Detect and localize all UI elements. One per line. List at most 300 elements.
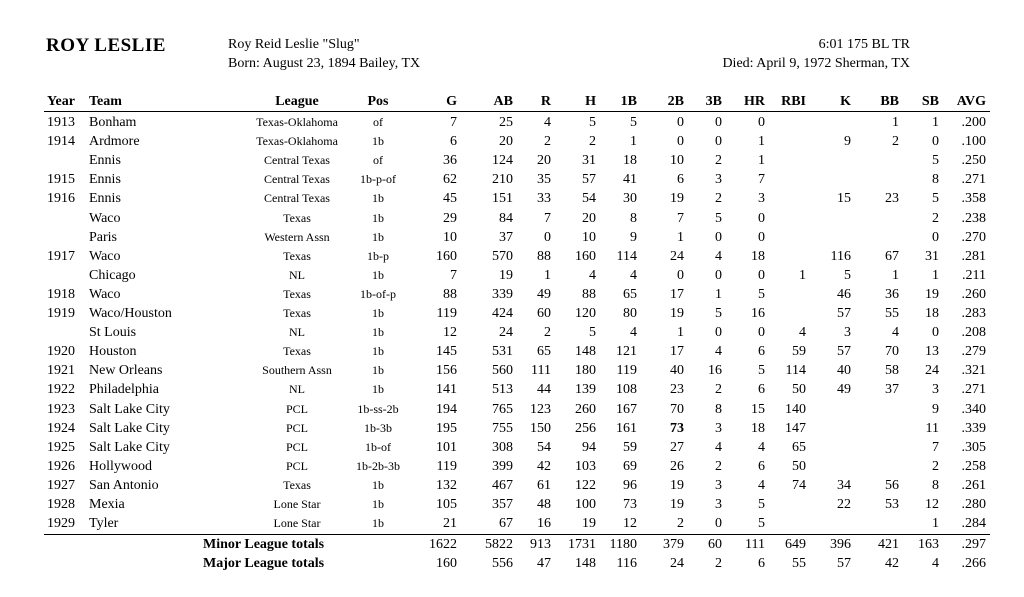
cell-bb: 55 [885, 306, 899, 321]
cell-k: 5 [844, 268, 851, 283]
cell-1b: 4 [630, 325, 637, 340]
player-name: ROY LESLIE [46, 35, 166, 56]
cell-ab: 424 [492, 306, 513, 321]
cell-2b: 0 [677, 134, 684, 149]
cell-year: 1926 [47, 459, 75, 474]
cell-1b: 167 [616, 402, 637, 417]
column-header-pos: Pos [367, 94, 389, 109]
cell-league: Lone Star [273, 497, 321, 511]
cell-3b: 0 [715, 325, 722, 340]
cell-h: 4 [589, 268, 596, 283]
cell-h: 256 [575, 421, 596, 436]
total-avg: .266 [961, 556, 986, 571]
cell-league: Texas [283, 344, 311, 358]
cell-3b: 2 [715, 382, 722, 397]
cell-pos: 1b [372, 344, 384, 358]
cell-ab: 570 [492, 249, 513, 264]
cell-hr: 6 [758, 459, 765, 474]
cell-avg: .261 [961, 478, 986, 493]
cell-sb: 7 [932, 440, 939, 455]
cell-2b: 24 [670, 249, 684, 264]
cell-k: 116 [830, 249, 851, 264]
cell-r: 60 [537, 306, 551, 321]
cell-sb: 3 [932, 382, 939, 397]
column-header-sb: SB [921, 94, 939, 109]
cell-g: 119 [436, 306, 457, 321]
total-rbi: 55 [792, 556, 806, 571]
total-hr: 111 [745, 537, 765, 552]
cell-avg: .321 [961, 363, 986, 378]
cell-pos: 1b [372, 363, 384, 377]
total-k: 396 [830, 537, 851, 552]
cell-avg: .200 [961, 115, 986, 130]
cell-pos: 1b-ss-2b [357, 402, 399, 416]
cell-rbi: 140 [785, 402, 806, 417]
cell-team: Bonham [89, 115, 137, 130]
cell-hr: 0 [758, 268, 765, 283]
cell-avg: .260 [961, 287, 986, 302]
cell-bb: 37 [885, 382, 899, 397]
cell-1b: 108 [616, 382, 637, 397]
total-sb: 163 [918, 537, 939, 552]
cell-sb: 18 [925, 306, 939, 321]
cell-league: PCL [285, 440, 308, 454]
cell-year: 1919 [47, 306, 75, 321]
cell-h: 100 [575, 497, 596, 512]
cell-pos: 1b [372, 306, 384, 320]
cell-3b: 0 [715, 268, 722, 283]
cell-3b: 0 [715, 134, 722, 149]
cell-ab: 210 [492, 172, 513, 187]
cell-3b: 2 [715, 459, 722, 474]
cell-1b: 69 [623, 459, 637, 474]
cell-team: Ennis [89, 172, 121, 187]
cell-g: 101 [436, 440, 457, 455]
cell-sb: 13 [925, 344, 939, 359]
cell-2b: 0 [677, 115, 684, 130]
cell-1b: 30 [623, 191, 637, 206]
cell-year: 1922 [47, 382, 75, 397]
cell-hr: 4 [758, 440, 765, 455]
cell-bb: 4 [892, 325, 899, 340]
cell-h: 103 [575, 459, 596, 474]
cell-league: Texas-Oklahoma [256, 115, 338, 129]
cell-pos: 1b-2b-3b [356, 459, 400, 473]
cell-year: 1918 [47, 287, 75, 302]
cell-hr: 7 [758, 172, 765, 187]
cell-3b: 0 [715, 230, 722, 245]
cell-team: Ennis [89, 191, 121, 206]
cell-ab: 399 [492, 459, 513, 474]
cell-sb: 8 [932, 172, 939, 187]
cell-1b: 9 [630, 230, 637, 245]
cell-hr: 5 [758, 363, 765, 378]
cell-r: 61 [537, 478, 551, 493]
cell-avg: .284 [961, 516, 986, 531]
cell-ab: 467 [492, 478, 513, 493]
cell-g: 156 [436, 363, 457, 378]
cell-1b: 119 [616, 363, 637, 378]
cell-2b: 19 [670, 191, 684, 206]
cell-rbi: 74 [792, 478, 806, 493]
cell-g: 7 [450, 268, 457, 283]
cell-3b: 4 [715, 344, 722, 359]
cell-bb: 1 [892, 268, 899, 283]
cell-year: 1923 [47, 402, 75, 417]
table-rule [44, 111, 990, 112]
total-3b: 60 [708, 537, 722, 552]
cell-1b: 5 [630, 115, 637, 130]
cell-hr: 0 [758, 211, 765, 226]
cell-pos: 1b-p-of [360, 172, 396, 186]
cell-sb: 0 [932, 325, 939, 340]
cell-k: 3 [844, 325, 851, 340]
cell-pos: 1b-of [365, 440, 391, 454]
cell-team: Philadelphia [89, 382, 159, 397]
cell-3b: 5 [715, 211, 722, 226]
player-died: Died: April 9, 1972 Sherman, TX [722, 56, 910, 71]
cell-rbi: 59 [792, 344, 806, 359]
total-g: 1622 [429, 537, 457, 552]
cell-team: Tyler [89, 516, 119, 531]
cell-h: 54 [582, 191, 596, 206]
cell-2b: 6 [677, 172, 684, 187]
cell-h: 5 [589, 115, 596, 130]
total-r: 913 [530, 537, 551, 552]
cell-ab: 25 [499, 115, 513, 130]
cell-rbi: 50 [792, 459, 806, 474]
cell-r: 4 [544, 115, 551, 130]
cell-league: Central Texas [264, 191, 330, 205]
cell-hr: 5 [758, 516, 765, 531]
cell-avg: .280 [961, 497, 986, 512]
cell-hr: 16 [751, 306, 765, 321]
cell-year: 1927 [47, 478, 75, 493]
cell-rbi: 4 [799, 325, 806, 340]
cell-r: 48 [537, 497, 551, 512]
cell-sb: 2 [932, 459, 939, 474]
cell-3b: 0 [715, 115, 722, 130]
cell-hr: 4 [758, 478, 765, 493]
cell-sb: 8 [932, 478, 939, 493]
total-2b: 24 [670, 556, 684, 571]
cell-avg: .340 [961, 402, 986, 417]
cell-1b: 161 [616, 421, 637, 436]
cell-g: 195 [436, 421, 457, 436]
cell-league: Texas [283, 478, 311, 492]
cell-ab: 513 [492, 382, 513, 397]
cell-league: Central Texas [264, 172, 330, 186]
cell-hr: 3 [758, 191, 765, 206]
player-physical: 6:01 175 BL TR [818, 37, 910, 52]
cell-pos: 1b [372, 191, 384, 205]
cell-h: 10 [582, 230, 596, 245]
cell-2b: 17 [670, 344, 684, 359]
cell-h: 57 [582, 172, 596, 187]
cell-r: 20 [537, 153, 551, 168]
cell-pos: 1b [372, 134, 384, 148]
column-header-3b: 3B [705, 94, 722, 109]
cell-pos: of [373, 115, 383, 129]
cell-pos: 1b [372, 478, 384, 492]
cell-avg: .238 [961, 211, 986, 226]
total-avg: .297 [961, 537, 986, 552]
cell-sb: 0 [932, 134, 939, 149]
cell-year: 1928 [47, 497, 75, 512]
total-ab: 5822 [485, 537, 513, 552]
cell-3b: 3 [715, 497, 722, 512]
cell-1b: 59 [623, 440, 637, 455]
cell-r: 54 [537, 440, 551, 455]
column-header-avg: AVG [956, 94, 986, 109]
cell-g: 10 [443, 230, 457, 245]
cell-hr: 18 [751, 421, 765, 436]
cell-r: 49 [537, 287, 551, 302]
cell-sb: 2 [932, 211, 939, 226]
cell-bb: 58 [885, 363, 899, 378]
cell-year: 1920 [47, 344, 75, 359]
cell-year: 1929 [47, 516, 75, 531]
cell-r: 16 [537, 516, 551, 531]
cell-team: New Orleans [89, 363, 163, 378]
cell-hr: 15 [751, 402, 765, 417]
cell-league: PCL [285, 421, 308, 435]
cell-team: Waco/Houston [89, 306, 172, 321]
cell-ab: 765 [492, 402, 513, 417]
cell-bb: 36 [885, 287, 899, 302]
cell-sb: 24 [925, 363, 939, 378]
cell-bb: 2 [892, 134, 899, 149]
cell-2b: 40 [670, 363, 684, 378]
cell-sb: 0 [932, 230, 939, 245]
cell-3b: 0 [715, 516, 722, 531]
cell-k: 15 [837, 191, 851, 206]
cell-h: 139 [575, 382, 596, 397]
totals-label: Minor League totals [203, 537, 325, 552]
total-r: 47 [537, 556, 551, 571]
cell-3b: 1 [715, 287, 722, 302]
cell-2b: 10 [670, 153, 684, 168]
cell-league: PCL [285, 402, 308, 416]
cell-2b: 1 [677, 325, 684, 340]
cell-r: 1 [544, 268, 551, 283]
cell-pos: 1b [372, 211, 384, 225]
cell-team: Waco [89, 211, 121, 226]
cell-sb: 12 [925, 497, 939, 512]
cell-sb: 19 [925, 287, 939, 302]
cell-k: 57 [837, 306, 851, 321]
cell-hr: 1 [758, 153, 765, 168]
column-header-year: Year [47, 94, 75, 109]
total-bb: 42 [885, 556, 899, 571]
total-sb: 4 [932, 556, 939, 571]
cell-team: St Louis [89, 325, 137, 340]
cell-g: 141 [436, 382, 457, 397]
cell-ab: 531 [492, 344, 513, 359]
cell-bb: 23 [885, 191, 899, 206]
total-bb: 421 [878, 537, 899, 552]
cell-k: 49 [837, 382, 851, 397]
cell-avg: .279 [961, 344, 986, 359]
cell-2b: 26 [670, 459, 684, 474]
cell-hr: 6 [758, 382, 765, 397]
cell-h: 19 [582, 516, 596, 531]
column-header-league: League [275, 94, 319, 109]
cell-sb: 1 [932, 516, 939, 531]
cell-ab: 339 [492, 287, 513, 302]
cell-hr: 5 [758, 287, 765, 302]
cell-hr: 0 [758, 325, 765, 340]
cell-r: 0 [544, 230, 551, 245]
cell-k: 34 [837, 478, 851, 493]
cell-team: Ardmore [89, 134, 140, 149]
cell-1b: 73 [623, 497, 637, 512]
cell-sb: 9 [932, 402, 939, 417]
cell-league: Texas [283, 287, 311, 301]
cell-year: 1913 [47, 115, 75, 130]
cell-sb: 5 [932, 191, 939, 206]
cell-league: Western Assn [264, 230, 330, 244]
cell-hr: 1 [758, 134, 765, 149]
cell-3b: 4 [715, 440, 722, 455]
cell-rbi: 147 [785, 421, 806, 436]
cell-g: 119 [436, 459, 457, 474]
cell-avg: .339 [961, 421, 986, 436]
cell-3b: 16 [708, 363, 722, 378]
cell-avg: .283 [961, 306, 986, 321]
cell-bb: 56 [885, 478, 899, 493]
cell-3b: 3 [715, 421, 722, 436]
column-header-bb: BB [880, 94, 899, 109]
cell-r: 42 [537, 459, 551, 474]
cell-ab: 357 [492, 497, 513, 512]
total-1b: 116 [616, 556, 637, 571]
cell-r: 2 [544, 134, 551, 149]
cell-team: Salt Lake City [89, 440, 170, 455]
cell-league: Central Texas [264, 153, 330, 167]
cell-2b: 23 [670, 382, 684, 397]
cell-year: 1915 [47, 172, 75, 187]
cell-2b: 19 [670, 478, 684, 493]
cell-pos: 1b [372, 325, 384, 339]
total-g: 160 [436, 556, 457, 571]
cell-sb: 11 [925, 421, 939, 436]
cell-league: NL [289, 268, 305, 282]
cell-g: 21 [443, 516, 457, 531]
cell-h: 2 [589, 134, 596, 149]
cell-h: 5 [589, 325, 596, 340]
cell-2b: 7 [677, 211, 684, 226]
cell-r: 7 [544, 211, 551, 226]
cell-league: Texas [283, 306, 311, 320]
cell-r: 150 [530, 421, 551, 436]
cell-h: 31 [582, 153, 596, 168]
player-born: Born: August 23, 1894 Bailey, TX [228, 56, 421, 71]
column-header-k: K [840, 94, 851, 109]
cell-team: Ennis [89, 153, 121, 168]
cell-g: 36 [443, 153, 457, 168]
cell-g: 62 [443, 172, 457, 187]
cell-r: 123 [530, 402, 551, 417]
cell-g: 12 [443, 325, 457, 340]
cell-team: Chicago [89, 268, 136, 283]
cell-ab: 84 [499, 211, 513, 226]
column-header-team: Team [89, 94, 122, 109]
cell-pos: 1b [372, 268, 384, 282]
cell-hr: 18 [751, 249, 765, 264]
cell-1b: 114 [616, 249, 637, 264]
total-ab: 556 [492, 556, 513, 571]
cell-team: Waco [89, 287, 121, 302]
cell-pos: 1b-3b [364, 421, 392, 435]
cell-1b: 65 [623, 287, 637, 302]
cell-year: 1924 [47, 421, 75, 436]
cell-2b: 73 [670, 421, 684, 436]
cell-sb: 31 [925, 249, 939, 264]
cell-year: 1921 [47, 363, 75, 378]
cell-r: 65 [537, 344, 551, 359]
cell-k: 57 [837, 344, 851, 359]
cell-1b: 80 [623, 306, 637, 321]
cell-r: 33 [537, 191, 551, 206]
column-header-hr: HR [744, 94, 765, 109]
cell-pos: 1b [372, 516, 384, 530]
cell-hr: 0 [758, 230, 765, 245]
cell-h: 20 [582, 211, 596, 226]
cell-league: Texas [283, 249, 311, 263]
cell-h: 148 [575, 344, 596, 359]
cell-year: 1917 [47, 249, 75, 264]
cell-3b: 3 [715, 478, 722, 493]
cell-g: 29 [443, 211, 457, 226]
cell-sb: 5 [932, 153, 939, 168]
cell-k: 22 [837, 497, 851, 512]
cell-2b: 70 [670, 402, 684, 417]
cell-3b: 3 [715, 172, 722, 187]
cell-2b: 17 [670, 287, 684, 302]
cell-2b: 19 [670, 497, 684, 512]
column-header-g: G [446, 94, 457, 109]
cell-1b: 18 [623, 153, 637, 168]
cell-ab: 151 [492, 191, 513, 206]
cell-team: Waco [89, 249, 121, 264]
cell-r: 111 [531, 363, 551, 378]
cell-avg: .208 [961, 325, 986, 340]
cell-g: 194 [436, 402, 457, 417]
cell-pos: 1b-p [367, 249, 389, 263]
cell-team: Houston [89, 344, 137, 359]
cell-year: 1925 [47, 440, 75, 455]
cell-bb: 67 [885, 249, 899, 264]
column-header-r: R [540, 94, 551, 109]
cell-sb: 1 [932, 268, 939, 283]
cell-2b: 1 [677, 230, 684, 245]
cell-league: Southern Assn [262, 363, 332, 377]
cell-avg: .250 [961, 153, 986, 168]
cell-3b: 8 [715, 402, 722, 417]
cell-3b: 2 [715, 191, 722, 206]
column-header-h: H [585, 94, 596, 109]
cell-pos: 1b-of-p [360, 287, 396, 301]
cell-league: PCL [285, 459, 308, 473]
cell-1b: 4 [630, 268, 637, 283]
column-header-1b: 1B [620, 94, 637, 109]
cell-h: 180 [575, 363, 596, 378]
cell-2b: 0 [677, 268, 684, 283]
cell-league: Lone Star [273, 516, 321, 530]
cell-team: Paris [89, 230, 117, 245]
total-hr: 6 [758, 556, 765, 571]
